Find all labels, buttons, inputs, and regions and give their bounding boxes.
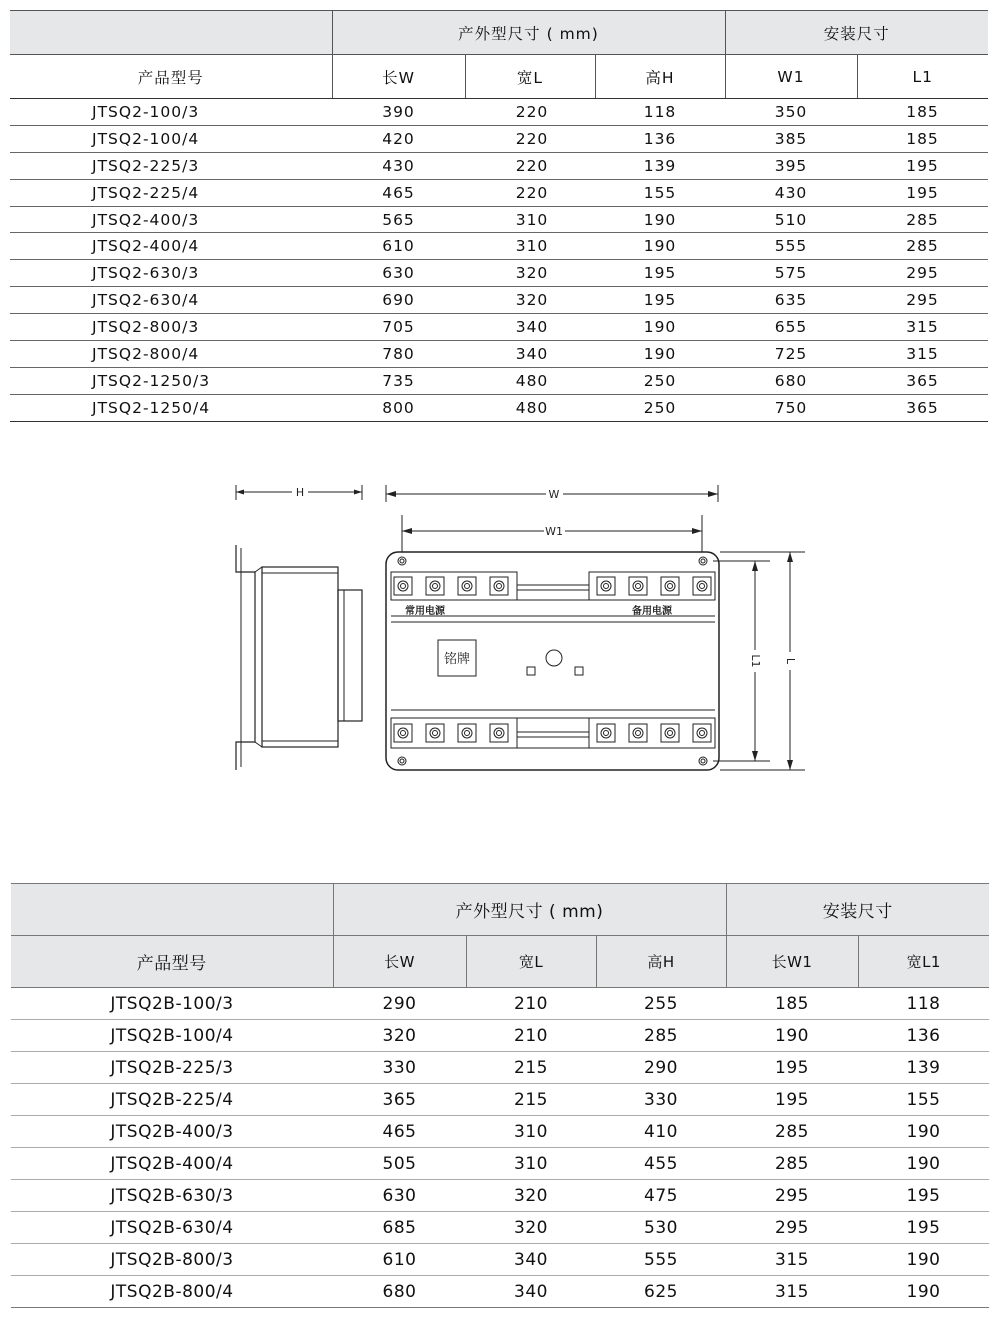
value-cell: 139: [858, 1052, 989, 1084]
table-row: [11, 1084, 989, 1116]
value-cell: 735: [332, 367, 465, 394]
header-outer-dimensions: 产外型尺寸 ( mm): [333, 884, 726, 936]
dimension-arrows: [236, 490, 793, 771]
dim-w-label: W: [548, 488, 560, 501]
value-cell: 190: [595, 233, 725, 260]
value-cell: 610: [333, 1244, 466, 1276]
header-width-l: 宽L: [466, 936, 596, 988]
value-cell: 330: [333, 1052, 466, 1084]
value-cell: 215: [466, 1052, 596, 1084]
value-cell: 118: [858, 988, 989, 1020]
value-cell: 220: [465, 152, 595, 179]
table-row: [10, 99, 988, 126]
value-cell: 320: [466, 1212, 596, 1244]
value-cell: 290: [333, 988, 466, 1020]
dim-l-label: L: [784, 657, 797, 665]
value-cell: 190: [858, 1244, 989, 1276]
value-cell: 340: [466, 1244, 596, 1276]
model-cell: JTSQ2B-100/3: [11, 988, 333, 1020]
value-cell: 430: [332, 152, 465, 179]
value-cell: 685: [333, 1212, 466, 1244]
dim-h-label: H: [295, 486, 305, 499]
value-cell: 430: [725, 179, 857, 206]
table-row: [11, 1244, 989, 1276]
header-l1: L1: [857, 55, 988, 99]
value-cell: 190: [595, 314, 725, 341]
value-cell: 195: [857, 179, 988, 206]
value-cell: 635: [725, 287, 857, 314]
value-cell: 310: [465, 206, 595, 233]
value-cell: 190: [595, 206, 725, 233]
model-cell: JTSQ2-100/3: [10, 99, 332, 126]
value-cell: 136: [595, 125, 725, 152]
value-cell: 295: [857, 260, 988, 287]
value-cell: 310: [466, 1116, 596, 1148]
value-cell: 195: [726, 1084, 858, 1116]
value-cell: 630: [332, 260, 465, 287]
value-cell: 295: [857, 287, 988, 314]
value-cell: 395: [725, 152, 857, 179]
value-cell: 610: [332, 233, 465, 260]
header-blank-cell: [10, 11, 332, 55]
header-length-w: 长W: [333, 936, 466, 988]
value-cell: 190: [858, 1276, 989, 1308]
value-cell: 625: [596, 1276, 726, 1308]
model-cell: JTSQ2B-630/3: [11, 1180, 333, 1212]
value-cell: 195: [595, 287, 725, 314]
model-cell: JTSQ2-225/3: [10, 152, 332, 179]
header-model: 产品型号: [10, 55, 332, 99]
value-cell: 385: [725, 125, 857, 152]
spec-table-jtsq2: [10, 10, 988, 422]
value-cell: 750: [725, 394, 857, 421]
value-cell: 320: [465, 260, 595, 287]
value-cell: 315: [726, 1276, 858, 1308]
value-cell: 410: [596, 1116, 726, 1148]
value-cell: 195: [857, 152, 988, 179]
table-row: [10, 179, 988, 206]
value-cell: 136: [858, 1020, 989, 1052]
value-cell: 555: [725, 233, 857, 260]
value-cell: 285: [726, 1116, 858, 1148]
value-cell: 705: [332, 314, 465, 341]
value-cell: 185: [857, 99, 988, 126]
value-cell: 190: [595, 341, 725, 368]
header-height-h: 高H: [595, 55, 725, 99]
model-cell: JTSQ2-225/4: [10, 179, 332, 206]
value-cell: 315: [857, 314, 988, 341]
value-cell: 655: [725, 314, 857, 341]
value-cell: 365: [333, 1084, 466, 1116]
table-column-header-row: [10, 55, 988, 99]
table-group-header-row: [10, 11, 988, 55]
value-cell: 210: [466, 988, 596, 1020]
header-length-w1: 长W1: [726, 936, 858, 988]
model-cell: JTSQ2B-800/3: [11, 1244, 333, 1276]
value-cell: 195: [726, 1052, 858, 1084]
table-row: [10, 233, 988, 260]
value-cell: 195: [858, 1212, 989, 1244]
table-row: [10, 287, 988, 314]
value-cell: 680: [333, 1276, 466, 1308]
dimension-drawing: [0, 440, 1000, 790]
value-cell: 290: [596, 1052, 726, 1084]
table-row: [10, 314, 988, 341]
model-cell: JTSQ2-400/3: [10, 206, 332, 233]
table-row: [10, 152, 988, 179]
table-row: [11, 1052, 989, 1084]
table-row: [10, 394, 988, 421]
value-cell: 340: [465, 341, 595, 368]
value-cell: 315: [726, 1244, 858, 1276]
value-cell: 220: [465, 179, 595, 206]
table-row: [10, 367, 988, 394]
model-cell: JTSQ2B-630/4: [11, 1212, 333, 1244]
value-cell: 340: [466, 1276, 596, 1308]
value-cell: 465: [333, 1116, 466, 1148]
header-length-w: 长W: [332, 55, 465, 99]
value-cell: 185: [857, 125, 988, 152]
table-row: [11, 1020, 989, 1052]
header-height-h: 高H: [596, 936, 726, 988]
header-outer-dimensions: 产外型尺寸 ( mm): [332, 11, 725, 55]
value-cell: 680: [725, 367, 857, 394]
table-row: [10, 260, 988, 287]
model-cell: JTSQ2-100/4: [10, 125, 332, 152]
value-cell: 530: [596, 1212, 726, 1244]
value-cell: 195: [595, 260, 725, 287]
value-cell: 555: [596, 1244, 726, 1276]
value-cell: 155: [858, 1084, 989, 1116]
value-cell: 315: [857, 341, 988, 368]
value-cell: 510: [725, 206, 857, 233]
value-cell: 725: [725, 341, 857, 368]
table-row: [11, 1212, 989, 1244]
value-cell: 505: [333, 1148, 466, 1180]
model-cell: JTSQ2-400/4: [10, 233, 332, 260]
model-cell: JTSQ2-1250/4: [10, 394, 332, 421]
table-group-header-row: [11, 884, 989, 936]
value-cell: 350: [725, 99, 857, 126]
nameplate-label: 铭牌: [443, 652, 471, 667]
table-row: [11, 1116, 989, 1148]
value-cell: 195: [858, 1180, 989, 1212]
value-cell: 310: [466, 1148, 596, 1180]
value-cell: 190: [858, 1116, 989, 1148]
value-cell: 465: [332, 179, 465, 206]
table-row: [10, 206, 988, 233]
value-cell: 310: [465, 233, 595, 260]
value-cell: 285: [857, 206, 988, 233]
value-cell: 480: [465, 367, 595, 394]
value-cell: 480: [465, 394, 595, 421]
value-cell: 365: [857, 394, 988, 421]
value-cell: 780: [332, 341, 465, 368]
value-cell: 285: [726, 1148, 858, 1180]
value-cell: 250: [595, 394, 725, 421]
header-width-l: 宽L: [465, 55, 595, 99]
table-row: [11, 1180, 989, 1212]
value-cell: 340: [465, 314, 595, 341]
model-cell: JTSQ2B-400/4: [11, 1148, 333, 1180]
value-cell: 139: [595, 152, 725, 179]
table-row: [10, 125, 988, 152]
value-cell: 365: [857, 367, 988, 394]
header-install-dimensions: 安装尺寸: [725, 11, 988, 55]
value-cell: 455: [596, 1148, 726, 1180]
value-cell: 575: [725, 260, 857, 287]
value-cell: 320: [466, 1180, 596, 1212]
main-power-label: 常用电源: [405, 606, 445, 617]
header-width-l1: 宽L1: [858, 936, 989, 988]
value-cell: 255: [596, 988, 726, 1020]
value-cell: 800: [332, 394, 465, 421]
value-cell: 220: [465, 99, 595, 126]
model-cell: JTSQ2-630/4: [10, 287, 332, 314]
model-cell: JTSQ2B-225/3: [11, 1052, 333, 1084]
model-cell: JTSQ2B-225/4: [11, 1084, 333, 1116]
model-cell: JTSQ2B-800/4: [11, 1276, 333, 1308]
header-install-dimensions: 安装尺寸: [726, 884, 989, 936]
header-blank-cell: [11, 884, 333, 936]
model-cell: JTSQ2-800/3: [10, 314, 332, 341]
value-cell: 390: [332, 99, 465, 126]
table-row: [11, 988, 989, 1020]
value-cell: 220: [465, 125, 595, 152]
model-cell: JTSQ2B-100/4: [11, 1020, 333, 1052]
value-cell: 295: [726, 1212, 858, 1244]
table-row: [10, 341, 988, 368]
terminal-blocks: [394, 577, 711, 742]
dim-l1-label: L1: [749, 654, 762, 668]
value-cell: 330: [596, 1084, 726, 1116]
value-cell: 630: [333, 1180, 466, 1212]
value-cell: 320: [333, 1020, 466, 1052]
value-cell: 185: [726, 988, 858, 1020]
header-model: 产品型号: [11, 936, 333, 988]
value-cell: 285: [596, 1020, 726, 1052]
model-cell: JTSQ2-630/3: [10, 260, 332, 287]
header-w1: W1: [725, 55, 857, 99]
value-cell: 250: [595, 367, 725, 394]
value-cell: 285: [857, 233, 988, 260]
value-cell: 210: [466, 1020, 596, 1052]
value-cell: 320: [465, 287, 595, 314]
value-cell: 295: [726, 1180, 858, 1212]
value-cell: 690: [332, 287, 465, 314]
value-cell: 475: [596, 1180, 726, 1212]
spec-table-jtsq2b: [11, 883, 989, 1308]
side-view: [236, 485, 362, 770]
value-cell: 190: [858, 1148, 989, 1180]
value-cell: 190: [726, 1020, 858, 1052]
model-cell: JTSQ2B-400/3: [11, 1116, 333, 1148]
table-row: [11, 1276, 989, 1308]
model-cell: JTSQ2-800/4: [10, 341, 332, 368]
table-row: [11, 1148, 989, 1180]
value-cell: 155: [595, 179, 725, 206]
dim-w1-label: W1: [545, 525, 563, 538]
value-cell: 565: [332, 206, 465, 233]
model-cell: JTSQ2-1250/3: [10, 367, 332, 394]
backup-power-label: 备用电源: [632, 606, 672, 617]
value-cell: 118: [595, 99, 725, 126]
value-cell: 420: [332, 125, 465, 152]
table-column-header-row: [11, 936, 989, 988]
value-cell: 215: [466, 1084, 596, 1116]
